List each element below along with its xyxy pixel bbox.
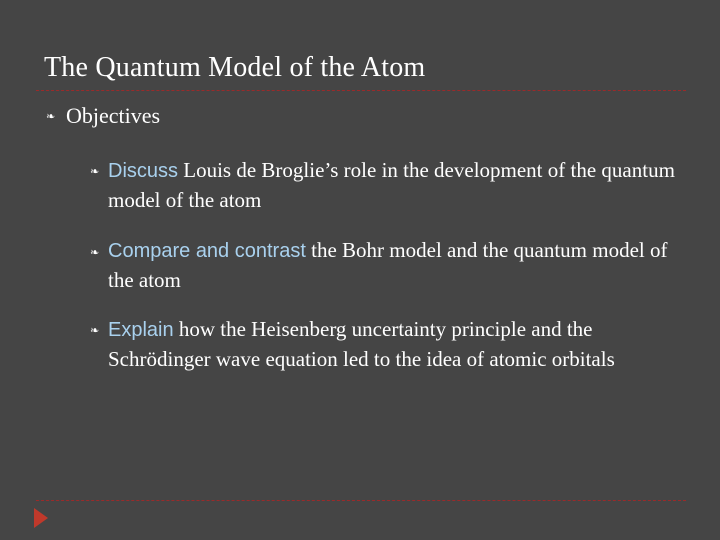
objective-text: Louis de Broglie’s role in the development of the quantum model of the atom	[108, 158, 675, 212]
footer-divider	[36, 500, 686, 501]
next-slide-arrow-icon[interactable]	[34, 508, 48, 528]
ornamental-bullet-icon: ❧	[90, 324, 100, 337]
ornamental-bullet-icon: ❧	[46, 110, 56, 123]
objective-keyword: Explain	[108, 319, 174, 341]
objective-keyword: Discuss	[108, 160, 179, 182]
slide-title: The Quantum Model of the Atom	[44, 52, 426, 83]
objectives-label: Objectives	[66, 103, 161, 128]
objective-keyword: Compare and contrast	[108, 240, 306, 262]
objective-item-2	[108, 236, 683, 295]
title-divider	[36, 90, 686, 91]
ornamental-bullet-icon: ❧	[90, 246, 100, 259]
objective-item-1	[108, 156, 683, 215]
objective-text: how the Heisenberg uncertainty principle and the Schrödinger wave equation led to the idea of atomic orbitals	[108, 317, 615, 371]
objective-item-3	[108, 315, 683, 374]
objective-text: the Bohr model and the quantum model of the atom	[108, 238, 668, 292]
ornamental-bullet-icon: ❧	[90, 165, 100, 178]
